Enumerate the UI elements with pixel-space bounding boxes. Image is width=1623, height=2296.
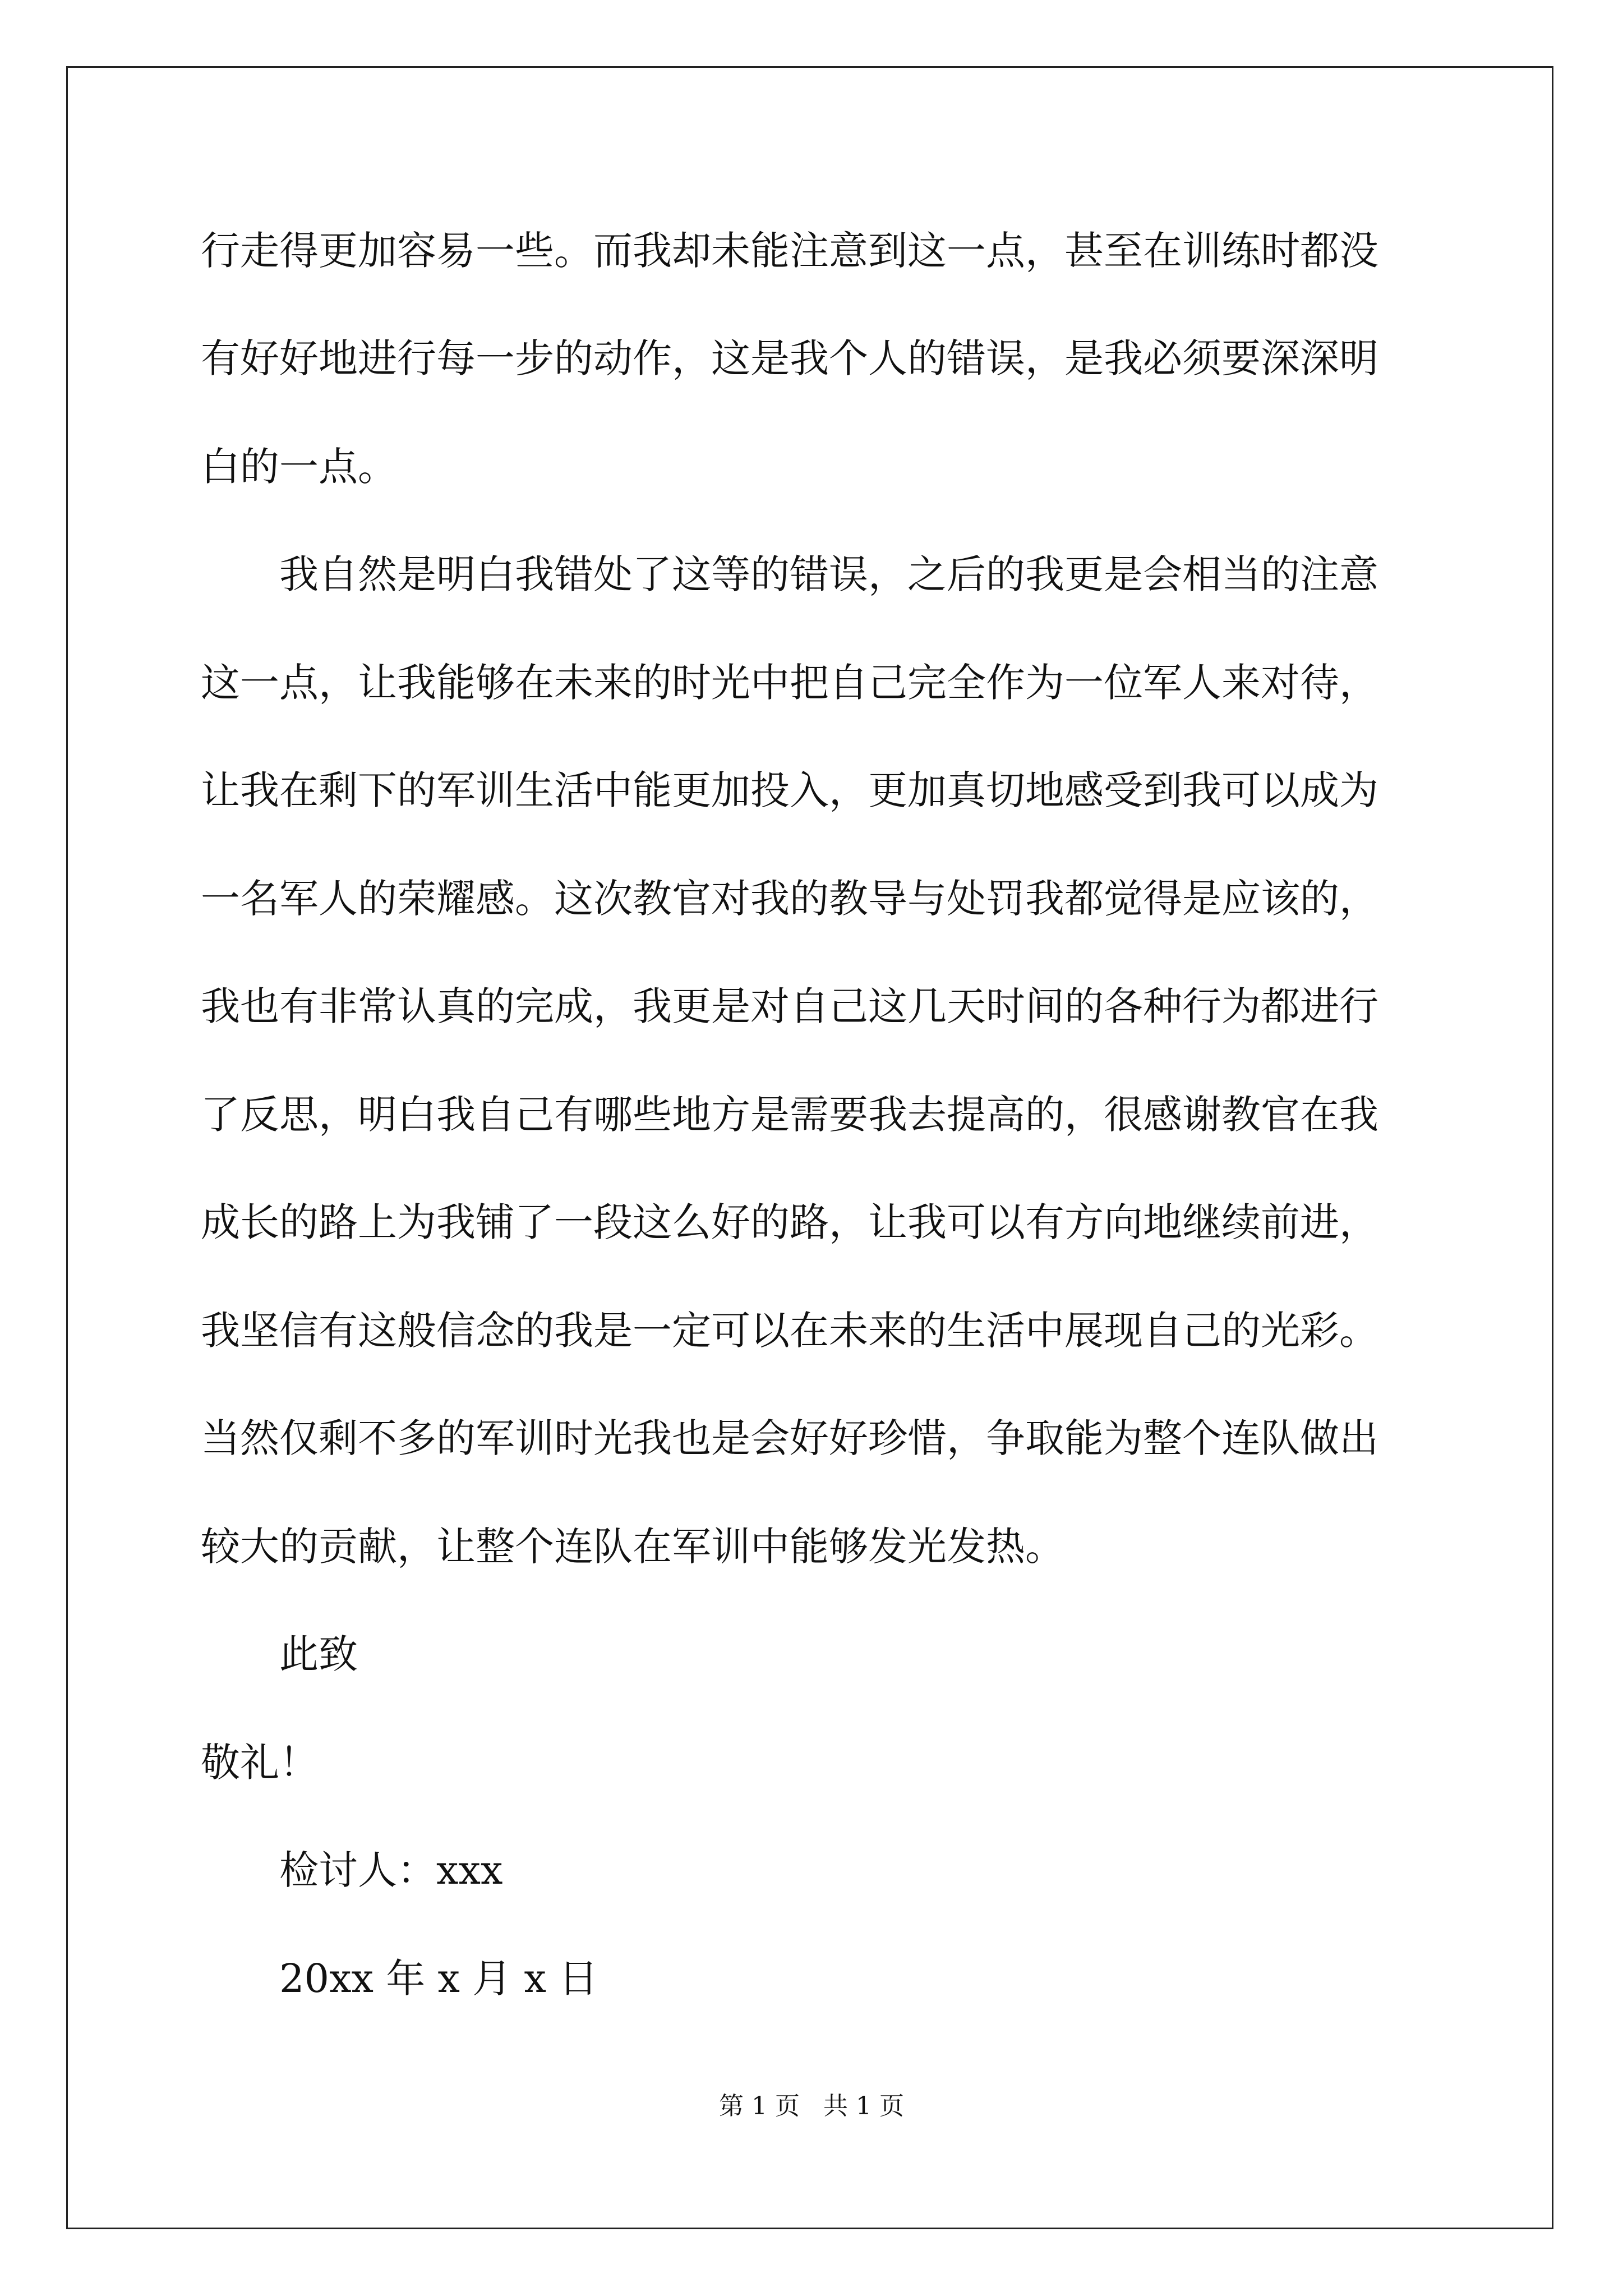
text-line: 这一点，让我能够在未来的时光中把自己完全作为一位军人来对待， — [201, 660, 1378, 706]
page-number-total: 共 1 页 — [823, 2092, 904, 2120]
closing-regards: 敬礼！ — [201, 1740, 319, 1786]
text-line: 让我在剩下的军训生活中能更加投入，更加真切地感受到我可以成为 — [201, 767, 1378, 813]
text-line: 我坚信有这般信念的我是一定可以在未来的生活中展现自己的光彩。 — [201, 1308, 1378, 1354]
paragraph-start-line: 我自然是明白我错处了这等的错误，之后的我更是会相当的注意 — [279, 551, 1378, 597]
text-line: 行走得更加容易一些。而我却未能注意到这一点，甚至在训练时都没 — [201, 228, 1378, 274]
text-line: 有好好地进行每一步的动作，这是我个人的错误，是我必须要深深明 — [201, 335, 1378, 381]
page-footer — [0, 2094, 1623, 2119]
text-line: 成长的路上为我铺了一段这么好的路，让我可以有方向地继续前进， — [201, 1199, 1378, 1245]
closing-salutation: 此致 — [279, 1631, 358, 1677]
text-line: 我也有非常认真的完成，我更是对自己这几天时间的各种行为都进行 — [201, 983, 1378, 1029]
page-border — [66, 66, 1553, 2229]
signature-line: 检讨人：xxx — [279, 1847, 503, 1893]
text-line: 了反思，明白我自己有哪些地方是需要我去提高的，很感谢教官在我 — [201, 1092, 1378, 1138]
page-number-current: 第 1 页 — [719, 2092, 800, 2120]
text-line: 白的一点。 — [201, 444, 397, 490]
text-line: 较大的贡献，让整个连队在军训中能够发光发热。 — [201, 1524, 1064, 1570]
date-line: 20xx 年 x 月 x 日 — [279, 1955, 598, 2001]
text-line: 一名军人的荣耀感。这次教官对我的教导与处罚我都觉得是应该的， — [201, 876, 1378, 922]
text-line: 当然仅剩不多的军训时光我也是会好好珍惜，争取能为整个连队做出 — [201, 1415, 1378, 1461]
